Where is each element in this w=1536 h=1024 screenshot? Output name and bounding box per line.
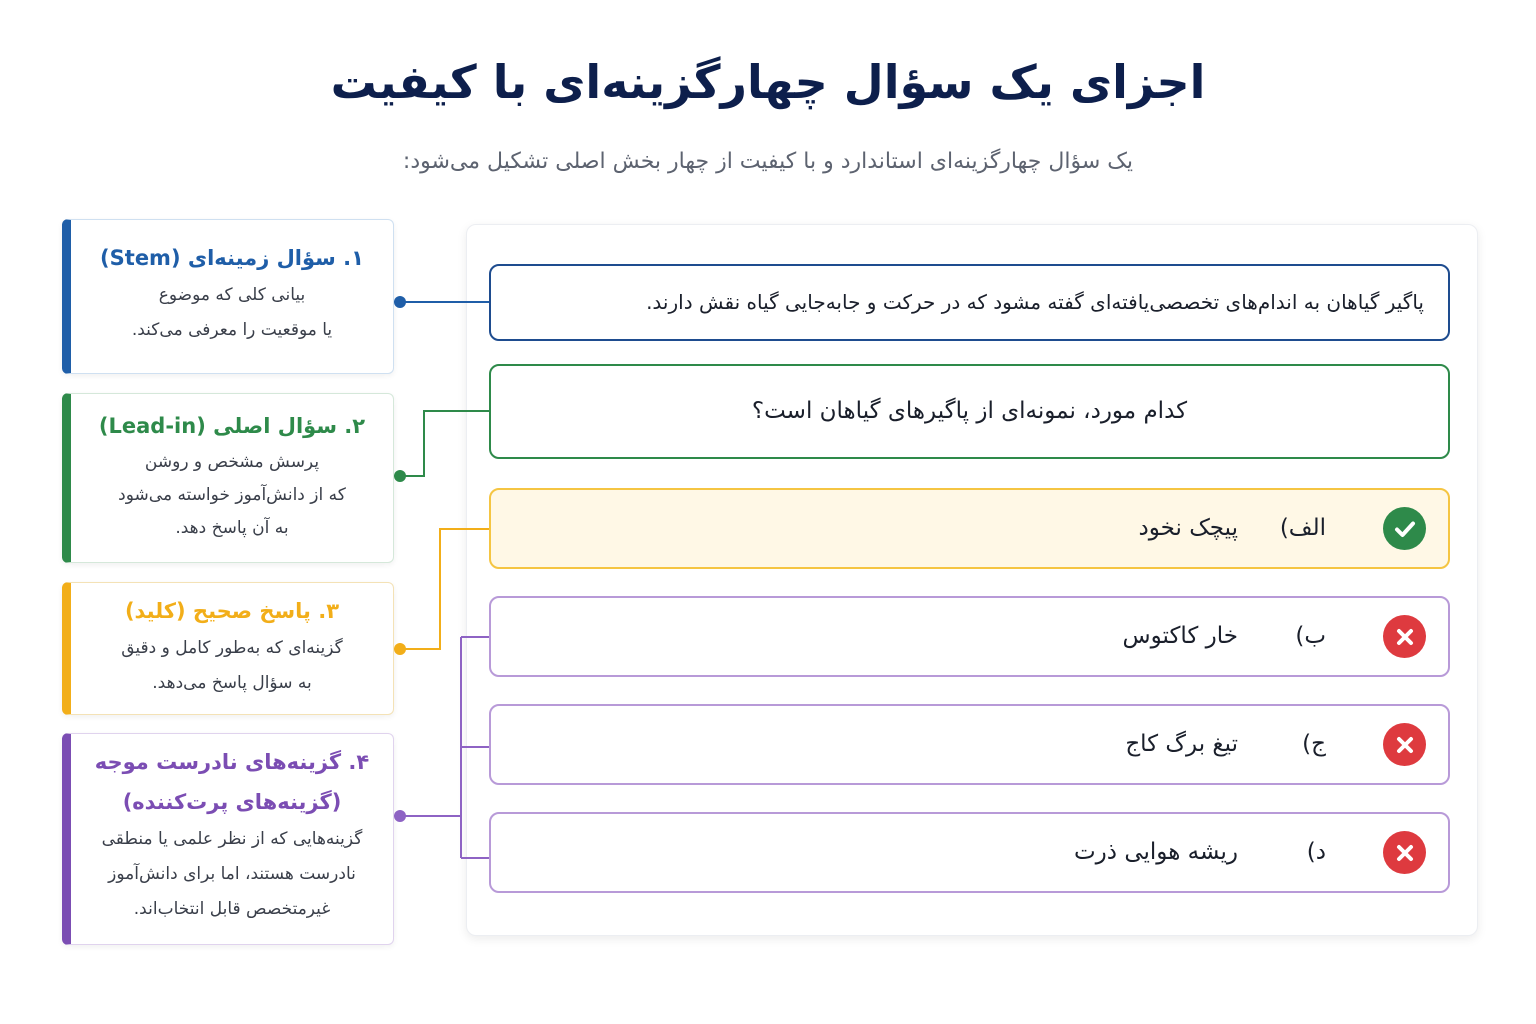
connector-dot (394, 296, 406, 308)
option-distractor (489, 812, 1450, 893)
stem-text: پاگیر گیاهان به اندام‌های تخصصی‌یافته‌ای گفته مشود که در حرکت و جابه‌جایی گیاه نقش دارند. (646, 290, 1424, 314)
option-text: تیغ برگ کاج (1125, 731, 1238, 757)
option-letter: د) (1306, 839, 1326, 865)
x-icon (1383, 615, 1426, 658)
option-text: پیچک نخود (1138, 515, 1238, 541)
part-desc-line: گزینه‌ای که به‌طور کامل و دقیق (121, 638, 343, 658)
part-desc-line: گزینه‌هایی که از نظر علمی یا منطقی (101, 829, 363, 849)
part-title-distractors: ۴. گزینه‌های نادرست موجه (94, 750, 370, 774)
lead-in-box (489, 364, 1450, 459)
connector-dot (394, 810, 406, 822)
option-text: خار کاکتوس (1122, 623, 1238, 649)
lead-in-text: کدام مورد، نمونه‌ای از پاگیرهای گیاهان است؟ (751, 398, 1188, 424)
part-desc-line: غیرمتخصص قابل انتخاب‌اند. (133, 899, 331, 919)
page-subtitle: یک سؤال چهارگزینه‌ای استاندارد و با کیفیت از چهار بخش اصلی تشکیل می‌شود: (402, 149, 1134, 174)
option-letter: الف) (1279, 515, 1326, 541)
part-title-stem: ۱. سؤال زمینه‌ای (Stem) (100, 246, 364, 270)
part-desc-line: به آن پاسخ دهد. (175, 518, 289, 538)
part-desc-line: یا موقعیت را معرفی می‌کند. (131, 320, 333, 340)
option-letter: ب) (1295, 623, 1326, 649)
x-icon (1383, 723, 1426, 766)
option-distractor (489, 596, 1450, 677)
part-desc-line: پرسش مشخص و روشن (144, 452, 320, 472)
part-card-key (62, 582, 394, 715)
stem-box (489, 264, 1450, 341)
connector-dot (394, 643, 406, 655)
option-letter: ج) (1302, 731, 1326, 757)
part-desc-line: به سؤال پاسخ می‌دهد. (152, 673, 312, 693)
part-title-key: ۳. پاسخ صحیح (کلید) (124, 599, 340, 623)
part-title-distractors-sub: (گزینه‌های پرت‌کننده) (122, 790, 342, 814)
part-title-lead-in: ۲. سؤال اصلی (Lead-in) (98, 414, 366, 438)
part-desc-line: بیانی کلی که موضوع (158, 285, 306, 305)
part-card-stem (62, 219, 394, 374)
option-distractor (489, 704, 1450, 785)
part-card-lead-in (62, 393, 394, 563)
option-correct (489, 488, 1450, 569)
connector-dot (394, 470, 406, 482)
option-text: ریشه هوایی ذرت (1074, 839, 1238, 865)
page-title: اجزای یک سؤال چهارگزینه‌ای با کیفیت (330, 55, 1206, 109)
check-icon (1383, 507, 1426, 550)
part-card-distractors (62, 733, 394, 945)
x-icon (1383, 831, 1426, 874)
part-desc-line: که از دانش‌آموز خواسته می‌شود (118, 485, 346, 505)
part-desc-line: نادرست هستند، اما برای دانش‌آموز (108, 864, 356, 884)
